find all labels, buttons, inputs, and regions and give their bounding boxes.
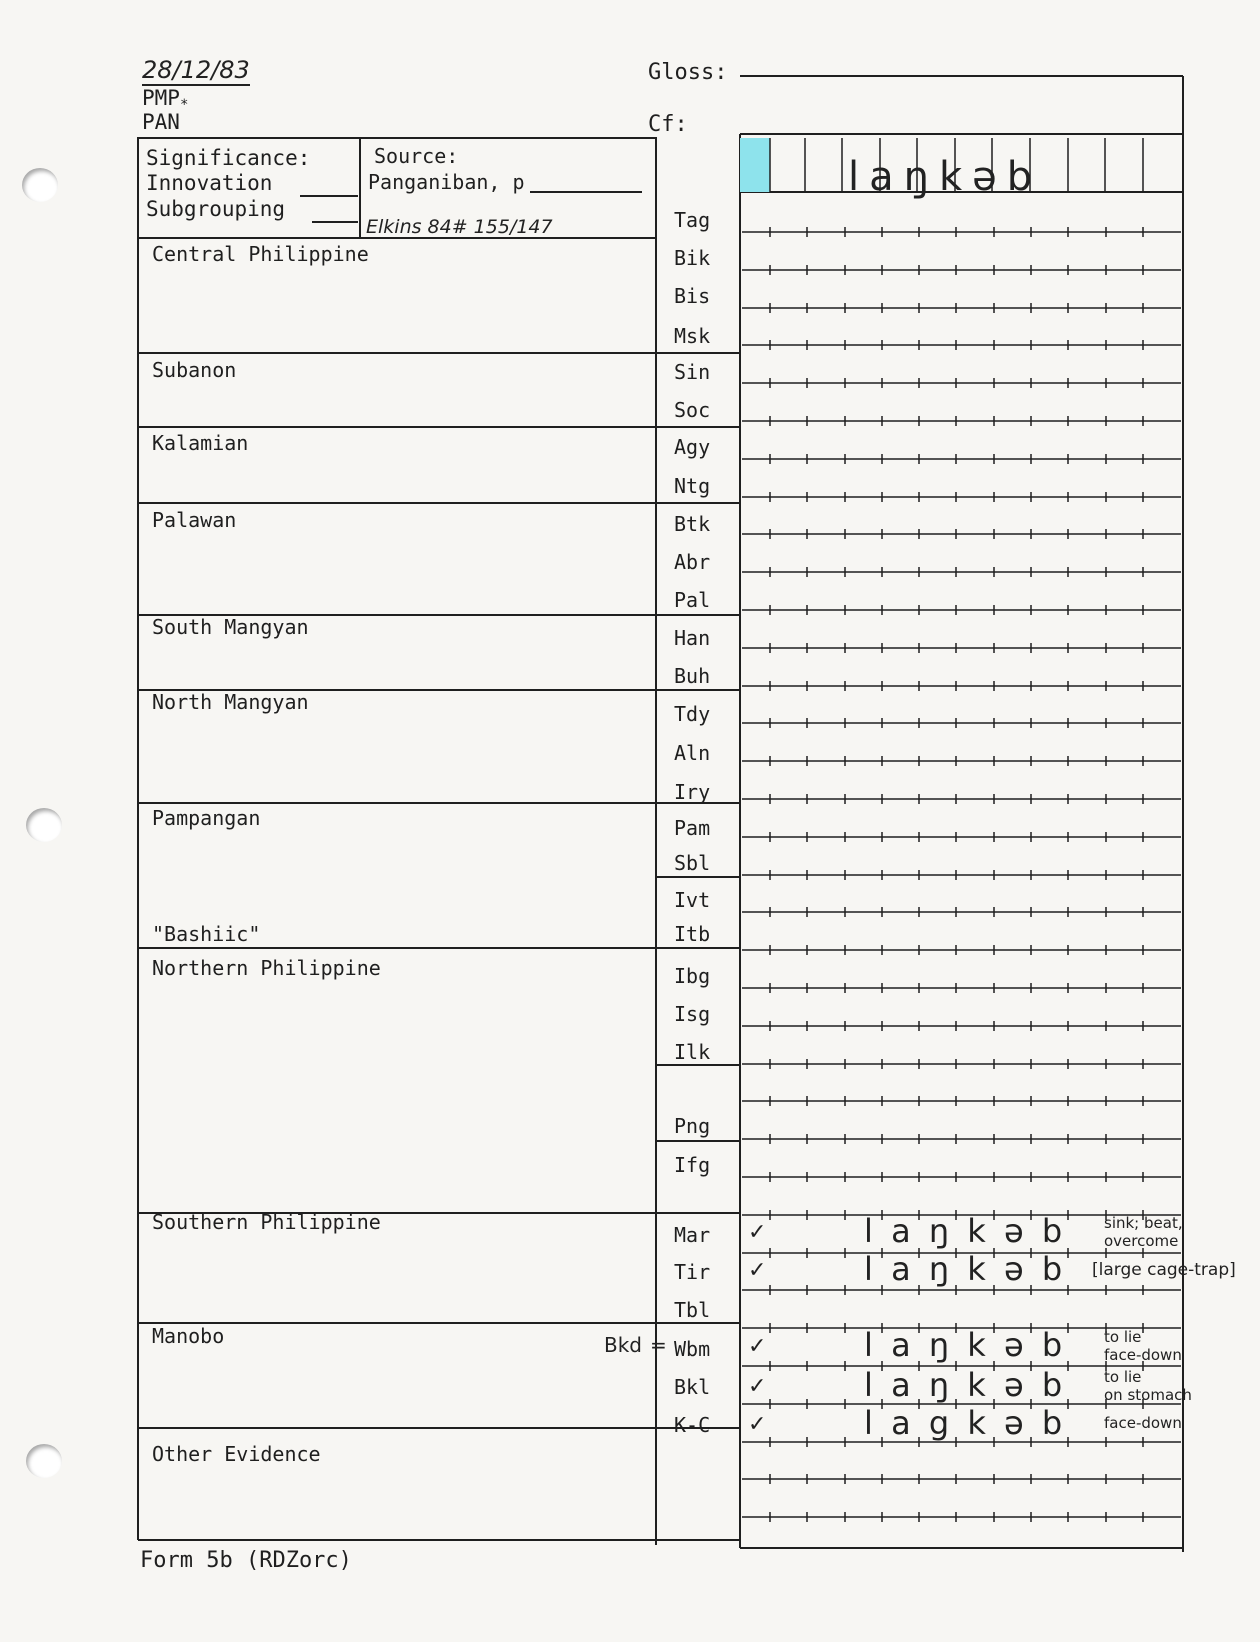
language-label: Sbl <box>674 851 711 875</box>
group-label: Southern Philippine <box>152 1210 381 1234</box>
language-label: Isg <box>674 1002 711 1026</box>
language-label: K-C <box>674 1413 711 1437</box>
entry-form: l a ŋ k ə b <box>864 1326 1067 1364</box>
entry-check: ✓ <box>748 1258 767 1283</box>
language-label: Pam <box>674 816 711 840</box>
source-value: Panganiban, p <box>368 170 525 194</box>
subgrouping-label: Subgrouping <box>146 197 286 221</box>
entry-form: l a g k ə b <box>864 1404 1067 1442</box>
language-label: Abr <box>674 550 711 574</box>
language-label: Ilk <box>674 1040 711 1064</box>
headword: laŋkəb <box>848 154 1043 200</box>
language-label: Ifg <box>674 1153 711 1177</box>
language-label: Pal <box>674 588 711 612</box>
date: 28/12/83 <box>142 56 250 84</box>
entry-form: l a ŋ k ə b <box>864 1212 1067 1250</box>
language-label: Bik <box>674 246 711 270</box>
bkd-annotation: Bkd <box>604 1333 642 1357</box>
entry-check: ✓ <box>748 1334 767 1359</box>
language-label: Tbl <box>674 1298 711 1322</box>
equals-annotation: = <box>650 1333 667 1357</box>
entry-gloss: to lie <box>1104 1368 1142 1386</box>
entry-check: ✓ <box>748 1374 767 1399</box>
language-label: Tdy <box>674 702 711 726</box>
language-label: Agy <box>674 435 711 459</box>
entry-gloss: sink; beat, <box>1104 1214 1183 1232</box>
entry-form: l a ŋ k ə b <box>864 1250 1067 1288</box>
group-label: Manobo <box>152 1324 225 1348</box>
language-label: Ibg <box>674 964 711 988</box>
language-label: Iry <box>674 780 711 804</box>
innovation-label: Innovation <box>146 171 273 195</box>
language-label: Sin <box>674 360 711 384</box>
entry-check: ✓ <box>748 1220 767 1245</box>
entry-gloss-continued: on stomach <box>1104 1386 1192 1404</box>
punch-hole-top <box>22 168 58 202</box>
group-label: "Bashiic" <box>152 922 261 946</box>
group-label: South Mangyan <box>152 615 309 639</box>
gloss-label: Gloss: <box>648 60 728 85</box>
group-label: Other Evidence <box>152 1442 321 1466</box>
language-label: Bkl <box>674 1375 711 1399</box>
language-label: Itb <box>674 922 711 946</box>
language-label: Soc <box>674 398 711 422</box>
group-label: Central Philippine <box>152 242 369 266</box>
language-label: Tir <box>674 1260 711 1284</box>
punch-hole-bottom <box>26 1444 62 1478</box>
language-label: Mar <box>674 1223 711 1247</box>
language-label: Ntg <box>674 474 711 498</box>
pmp-star: * <box>179 97 189 113</box>
cf-label: Cf: <box>648 112 688 137</box>
entry-check: ✓ <box>748 1412 767 1437</box>
entry-gloss-continued: overcome <box>1104 1232 1179 1250</box>
language-label: Png <box>674 1114 711 1138</box>
group-label: Palawan <box>152 508 237 532</box>
language-label: Msk <box>674 324 711 348</box>
form-label: Form 5b (RDZorc) <box>140 1548 352 1573</box>
source-label: Source: <box>374 144 459 168</box>
language-label: Buh <box>674 664 711 688</box>
pan-label: PAN <box>142 110 180 134</box>
entry-form: l a ŋ k ə b <box>864 1366 1067 1404</box>
entry-gloss: to lie <box>1104 1328 1142 1346</box>
entry-gloss: face-down <box>1104 1414 1182 1432</box>
language-label: Tag <box>674 208 711 232</box>
language-label: Wbm <box>674 1337 711 1361</box>
language-label: Bis <box>674 284 711 308</box>
group-label: North Mangyan <box>152 690 309 714</box>
group-label: Northern Philippine <box>152 956 381 980</box>
punch-hole-middle <box>26 808 62 842</box>
language-label: Aln <box>674 741 711 765</box>
group-label: Subanon <box>152 358 237 382</box>
pmp-text: PMP <box>142 86 180 110</box>
language-label: Ivt <box>674 888 711 912</box>
significance-label: Significance: <box>146 146 311 170</box>
language-label: Btk <box>674 512 711 536</box>
group-label: Pampangan <box>152 806 261 830</box>
language-label: Han <box>674 626 711 650</box>
pmp-label <box>142 88 188 112</box>
entry-gloss: [large cage-trap] <box>1092 1260 1236 1280</box>
entry-gloss-continued: face-down <box>1104 1346 1182 1364</box>
group-label: Kalamian <box>152 431 249 455</box>
source-note: Elkins 84# 155/147 <box>366 216 553 238</box>
